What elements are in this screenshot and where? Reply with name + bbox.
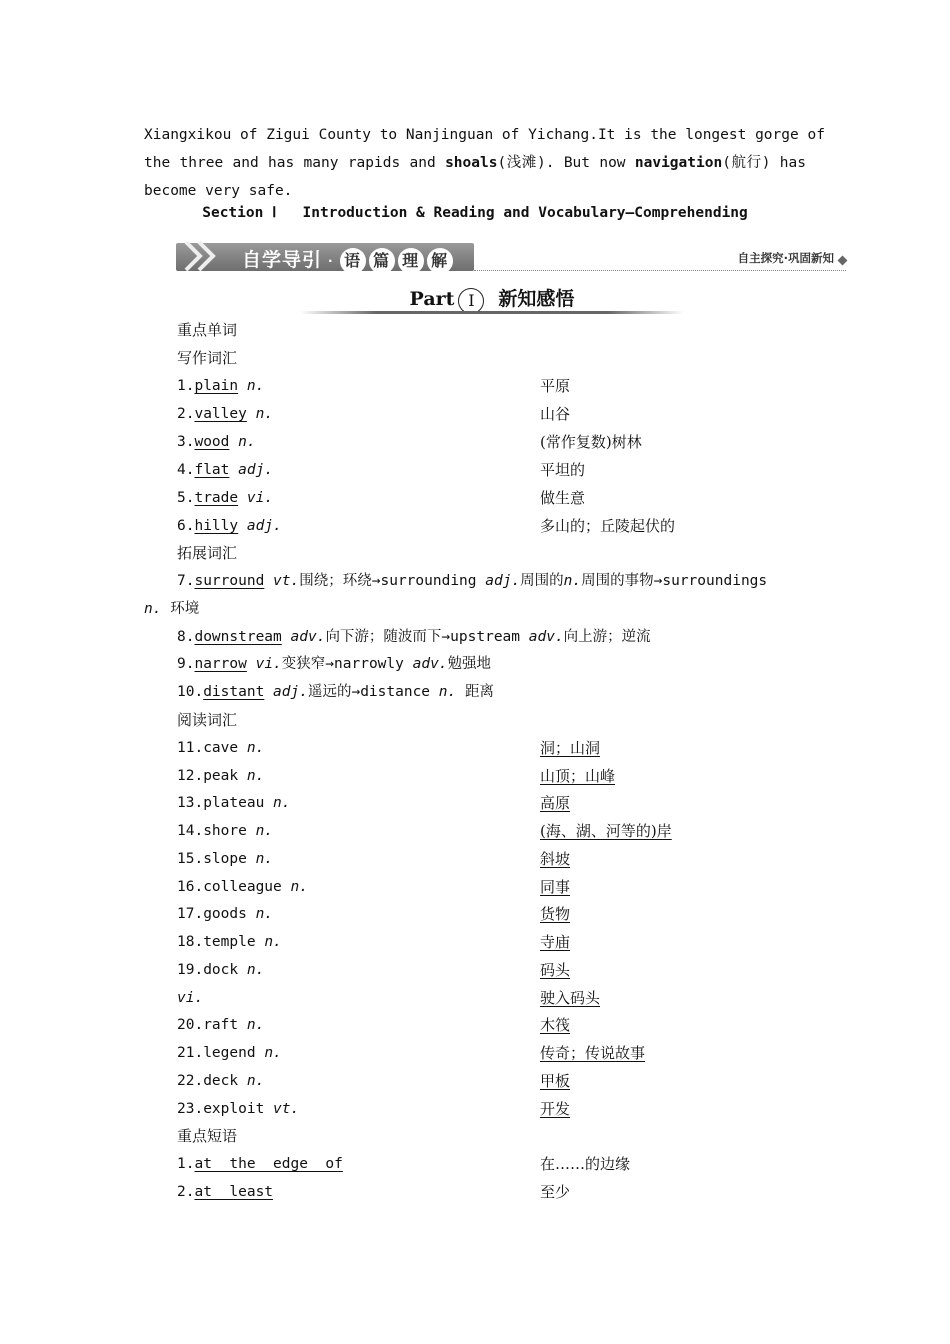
- section-banner: [176, 239, 848, 273]
- reading-word: 16.colleague n.: [177, 879, 308, 895]
- reading-meaning: 传奇；传说故事: [540, 1044, 646, 1062]
- reading-word: vi.: [177, 990, 204, 1006]
- word-row: 1.plain n.: [177, 378, 265, 394]
- reading-meaning: 高原: [540, 794, 571, 812]
- word-meaning: 平坦的: [540, 461, 586, 479]
- reading-meaning: 斜坡: [540, 850, 571, 868]
- word-row: 2.valley n.: [177, 406, 274, 422]
- reading-word: 20.raft n.: [177, 1017, 265, 1033]
- intro-line-1: Xiangxikou of Zigui County to Nanjinguan of Yichang.It is the longest gorge of: [144, 127, 825, 143]
- reading-word: 13.plateau n.: [177, 795, 291, 811]
- reading-word: 14.shore n.: [177, 823, 274, 839]
- word-meaning: (常作复数)树林: [540, 433, 642, 451]
- reading-meaning: 驶入码头: [540, 989, 601, 1007]
- reading-meaning: 洞；山洞: [540, 739, 601, 757]
- reading-meaning: 货物: [540, 905, 571, 923]
- heading-writing-words: 写作词汇: [177, 349, 238, 367]
- intro-paragraph: [144, 121, 825, 205]
- word-meaning: 做生意: [540, 489, 586, 507]
- banner-title: 自学导引 · 语 篇 理 解: [242, 245, 456, 274]
- word-row: 6.hilly adj.: [177, 518, 282, 534]
- heading-key-words: 重点单词: [177, 321, 238, 339]
- diamond-icon: [838, 256, 848, 266]
- reading-word: 22.deck n.: [177, 1073, 265, 1089]
- part-number: Ⅰ: [458, 288, 484, 314]
- section-title: Section Ⅰ Introduction & Reading and Vocabulary—Comprehending: [202, 205, 748, 221]
- reading-word: 11.cave n.: [177, 740, 265, 756]
- heading-expand-words: 拓展词汇: [177, 544, 238, 562]
- term-shoals: shoals: [445, 155, 498, 171]
- expand-word-continuation: n. 环境: [144, 601, 200, 617]
- phrase-row: 1.at the edge of: [177, 1156, 343, 1172]
- word-meaning: 平原: [540, 377, 571, 395]
- term-navigation: navigation: [634, 155, 723, 171]
- heading-key-phrases: 重点短语: [177, 1127, 238, 1145]
- reading-meaning: 同事: [540, 878, 571, 896]
- reading-meaning: (海、湖、河等的)岸: [540, 822, 672, 840]
- reading-word: 18.temple n.: [177, 934, 282, 950]
- heading-reading-words: 阅读词汇: [177, 711, 238, 729]
- reading-meaning: 山顶；山峰: [540, 767, 616, 785]
- intro-line-2: the three and has many rapids and shoals(浅滩). But now navigation(航行) has: [144, 155, 806, 171]
- expand-word-row: 9.narrow vi.变狭窄→narrowly adv.勉强地: [177, 656, 492, 672]
- reading-meaning: 码头: [540, 961, 571, 979]
- phrase-meaning: 至少: [540, 1183, 571, 1201]
- reading-word: 17.goods n.: [177, 906, 274, 922]
- expand-word-row: 8.downstream adv.向下游；随波而下→upstream adv.向上游；逆流: [177, 629, 651, 645]
- reading-word: 12.peak n.: [177, 768, 265, 784]
- part-heading: Part Ⅰ 新知感悟: [300, 284, 684, 314]
- banner-subtitle: 自主探究·巩固新知: [737, 251, 834, 265]
- phrase-row: 2.at least: [177, 1184, 274, 1200]
- expand-word-row: 10.distant adj.遥远的→distance n. 距离: [177, 684, 494, 700]
- word-meaning: 山谷: [540, 405, 571, 423]
- reading-meaning: 甲板: [540, 1072, 571, 1090]
- word-row: 5.trade vi.: [177, 490, 274, 506]
- expand-word-row: 7.surround vt.围绕；环绕→surrounding adj.周围的n.周围的事物→surroundings: [177, 573, 768, 589]
- reading-word: 21.legend n.: [177, 1045, 282, 1061]
- reading-word: 15.slope n.: [177, 851, 274, 867]
- reading-word: 19.dock n.: [177, 962, 265, 978]
- double-chevron-icon: [182, 239, 222, 273]
- word-meaning: 多山的；丘陵起伏的: [540, 517, 676, 535]
- banner-dotted-rule: [474, 270, 846, 271]
- word-row: 4.flat adj.: [177, 462, 274, 478]
- part-underline: [300, 311, 684, 314]
- reading-word: 23.exploit vt.: [177, 1101, 300, 1117]
- word-row: 3.wood n.: [177, 434, 256, 450]
- reading-meaning: 寺庙: [540, 933, 571, 951]
- reading-meaning: 开发: [540, 1100, 571, 1118]
- reading-meaning: 木筏: [540, 1016, 571, 1034]
- phrase-meaning: 在……的边缘: [540, 1155, 631, 1173]
- intro-line-3: become very safe.: [144, 183, 293, 199]
